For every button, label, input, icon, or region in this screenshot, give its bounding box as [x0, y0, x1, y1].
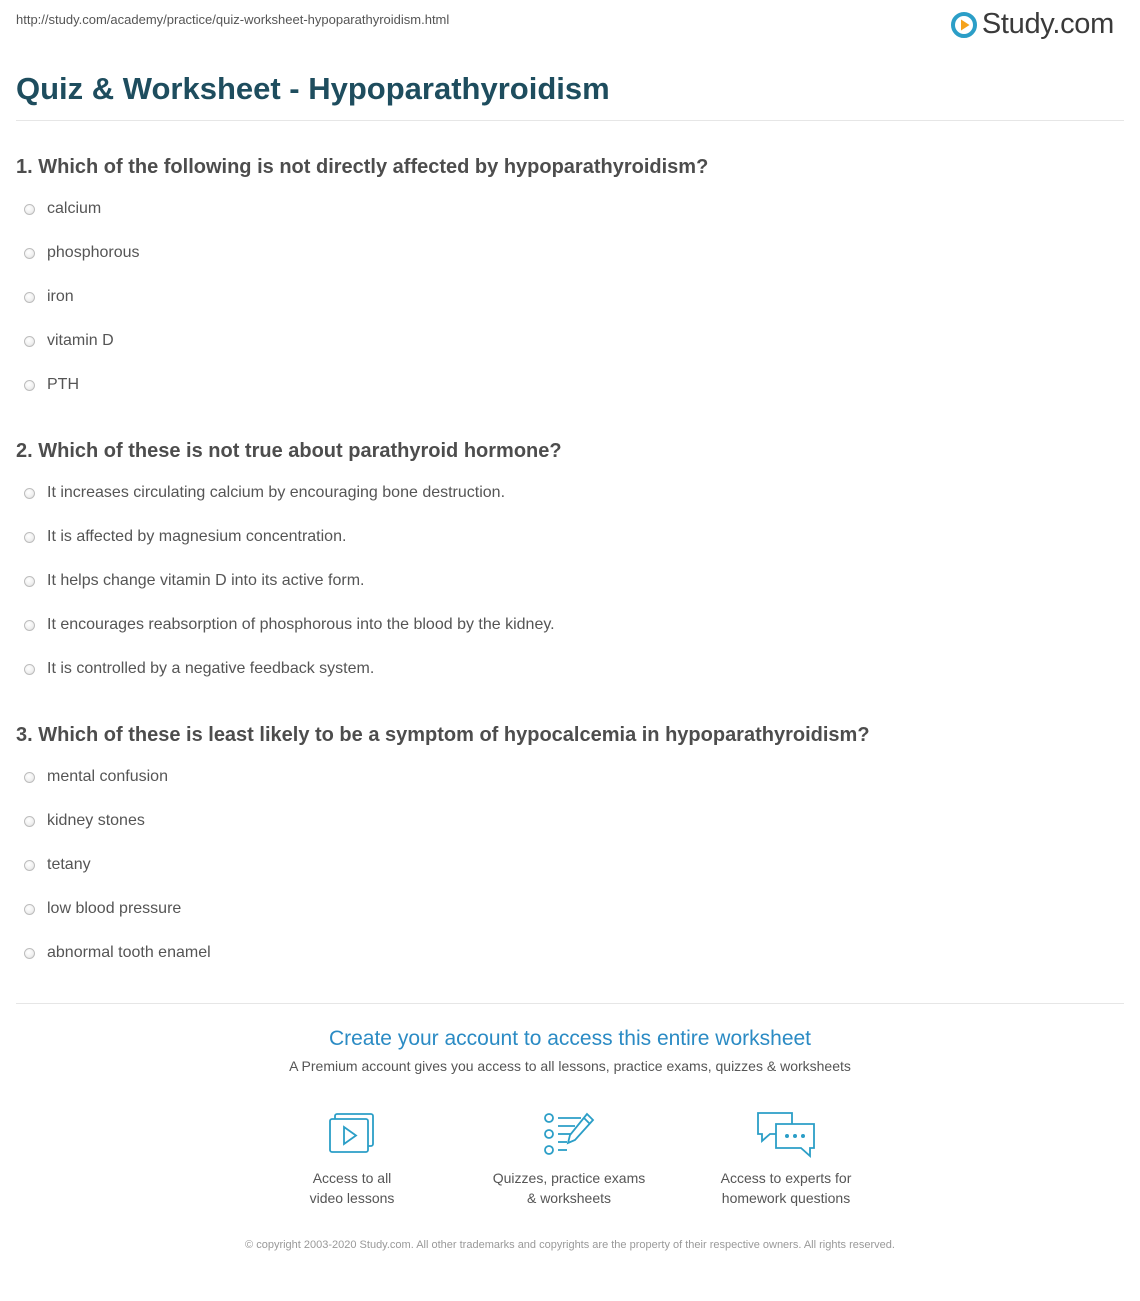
answer-option[interactable] — [16, 571, 1116, 615]
radio-button[interactable] — [24, 948, 35, 959]
feature-experts — [696, 1110, 876, 1208]
radio-button[interactable] — [24, 532, 35, 543]
feature-label-line: homework questions — [721, 1190, 851, 1206]
answer-label: tetany — [47, 856, 91, 873]
answer-option[interactable] — [16, 243, 1116, 287]
radio-button[interactable] — [24, 816, 35, 827]
answer-option[interactable] — [16, 331, 1116, 375]
answer-label: vitamin D — [47, 332, 114, 349]
cta-divider — [16, 1003, 1124, 1004]
radio-button[interactable] — [24, 248, 35, 259]
play-circle-icon — [951, 12, 977, 38]
radio-button[interactable] — [24, 380, 35, 391]
radio-button[interactable] — [24, 204, 35, 215]
answer-label: kidney stones — [47, 812, 145, 829]
radio-button[interactable] — [24, 772, 35, 783]
feature-label-line: Access to experts for — [720, 1170, 852, 1186]
radio-button[interactable] — [24, 336, 35, 347]
page-header — [0, 0, 1140, 50]
chat-bubbles-icon — [754, 1110, 818, 1162]
study-logo[interactable] — [951, 8, 1114, 41]
feature-label-line: Quizzes, practice exams — [492, 1170, 646, 1186]
radio-button[interactable] — [24, 292, 35, 303]
answer-label: iron — [47, 288, 74, 305]
answer-list — [16, 483, 1116, 703]
question-text: 2. Which of these is not true about parathyroid hormone? — [16, 440, 562, 462]
answer-label: It encourages reabsorption of phosphorous into the blood by the kidney. — [47, 616, 555, 633]
feature-label-line: Access to all — [312, 1170, 392, 1186]
answer-option[interactable] — [16, 287, 1116, 331]
answer-label: PTH — [47, 376, 79, 393]
answer-label: It is controlled by a negative feedback system. — [47, 660, 375, 677]
answer-label: It is affected by magnesium concentration. — [47, 528, 347, 545]
answer-option[interactable] — [16, 615, 1116, 659]
answer-list — [16, 767, 1116, 987]
logo-text: Study.com — [981, 8, 1114, 40]
create-account-link[interactable]: Create your account to access this entire worksheet — [328, 1027, 812, 1050]
feature-label-line: video lessons — [309, 1190, 395, 1206]
answer-option[interactable] — [16, 483, 1116, 527]
premium-description: A Premium account gives you access to all lessons, practice exams, quizzes & worksheets — [289, 1058, 851, 1074]
radio-button[interactable] — [24, 664, 35, 675]
answer-list — [16, 199, 1116, 419]
answer-label: abnormal tooth enamel — [47, 944, 211, 961]
answer-option[interactable] — [16, 659, 1116, 703]
answer-option[interactable] — [16, 767, 1116, 811]
page-title: Quiz & Worksheet - Hypoparathyroidism — [16, 71, 610, 106]
radio-button[interactable] — [24, 904, 35, 915]
answer-option[interactable] — [16, 527, 1116, 571]
page-url: http://study.com/academy/practice/quiz-worksheet-hypoparathyroidism.html — [16, 12, 450, 27]
copyright-notice: © copyright 2003-2020 Study.com. All other trademarks and copyrights are the property of their respective owners. All rights reserved. — [245, 1239, 895, 1251]
feature-video-lessons — [262, 1110, 442, 1208]
answer-label: It helps change vitamin D into its active form. — [47, 572, 365, 589]
question-text: 3. Which of these is least likely to be a symptom of hypocalcemia in hypoparathyroidism? — [16, 724, 870, 746]
answer-option[interactable] — [16, 943, 1116, 987]
answer-option[interactable] — [16, 855, 1116, 899]
answer-label: mental confusion — [47, 768, 168, 785]
question-text: 1. Which of the following is not directly affected by hypoparathyroidism? — [16, 156, 709, 178]
video-lesson-icon — [326, 1110, 378, 1162]
answer-label: calcium — [47, 200, 102, 217]
radio-button[interactable] — [24, 576, 35, 587]
answer-option[interactable] — [16, 375, 1116, 419]
title-divider — [16, 120, 1124, 121]
feature-quizzes — [479, 1110, 659, 1208]
answer-label: It increases circulating calcium by encouraging bone destruction. — [47, 484, 506, 501]
quiz-checklist-icon — [541, 1110, 597, 1162]
question-1 — [16, 155, 1116, 419]
answer-label: low blood pressure — [47, 900, 182, 917]
question-2 — [16, 439, 1116, 703]
answer-option[interactable] — [16, 899, 1116, 943]
answer-option[interactable] — [16, 199, 1116, 243]
answer-option[interactable] — [16, 811, 1116, 855]
radio-button[interactable] — [24, 620, 35, 631]
answer-label: phosphorous — [47, 244, 140, 261]
radio-button[interactable] — [24, 860, 35, 871]
radio-button[interactable] — [24, 488, 35, 499]
feature-label-line: & worksheets — [526, 1190, 612, 1206]
question-3 — [16, 723, 1116, 987]
